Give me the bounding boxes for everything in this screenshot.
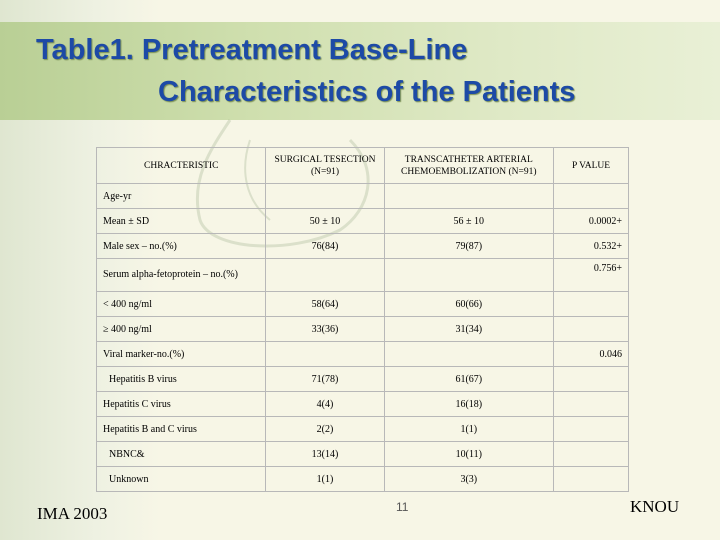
- tace-value: 61(67): [384, 367, 553, 392]
- table-row: [97, 417, 629, 442]
- tace-value: 1(1): [384, 417, 553, 442]
- footer-organization-label: KNOU: [630, 497, 680, 516]
- surgical-value: 76(84): [266, 234, 384, 259]
- title-line-1: Table1. Pretreatment Base-Line: [36, 34, 468, 66]
- surgical-value: 50 ± 10: [266, 209, 384, 234]
- table-row: [97, 442, 629, 467]
- page-number: 11: [396, 500, 409, 514]
- row-label: Hepatitis C virus: [97, 392, 266, 417]
- row-label: Hepatitis B and C virus: [97, 417, 266, 442]
- row-label: Hepatitis B virus: [97, 367, 266, 392]
- tace-value: 3(3): [384, 467, 553, 492]
- table-row: [97, 184, 629, 209]
- row-label: ≥ 400 ng/ml: [97, 317, 266, 342]
- tace-value: 16(18): [384, 392, 553, 417]
- tace-value: [384, 259, 553, 292]
- table-row: [97, 234, 629, 259]
- table-row: [97, 209, 629, 234]
- table-row: [97, 292, 629, 317]
- surgical-value: 2(2): [266, 417, 384, 442]
- table-row: [97, 317, 629, 342]
- surgical-value: 33(36): [266, 317, 384, 342]
- p-value: [554, 367, 629, 392]
- table-row: [97, 467, 629, 492]
- header-characteristic: CHRACTERISTIC: [97, 148, 266, 184]
- tace-value: 79(87): [384, 234, 553, 259]
- tace-value: 10(11): [384, 442, 553, 467]
- p-value: 0.756+: [554, 259, 629, 292]
- table-header-row: [97, 148, 629, 184]
- surgical-value: [266, 259, 384, 292]
- p-value: [554, 317, 629, 342]
- p-value: [554, 184, 629, 209]
- header-p-value: P VALUE: [554, 148, 629, 184]
- table-row: [97, 367, 629, 392]
- footer-conference-label: IMA 2003: [37, 504, 108, 523]
- row-label: NBNC&: [97, 442, 266, 467]
- surgical-value: 1(1): [266, 467, 384, 492]
- header-tace: TRANSCATHETER ARTERIAL CHEMOEMBOLIZATION (N=91): [384, 148, 553, 184]
- row-label: Serum alpha-fetoprotein – no.(%): [97, 259, 266, 292]
- p-value: 0.046: [554, 342, 629, 367]
- p-value: 0.0002+: [554, 209, 629, 234]
- tace-value: [384, 184, 553, 209]
- p-value: 0.532+: [554, 234, 629, 259]
- row-label: Age-yr: [97, 184, 266, 209]
- p-value: [554, 467, 629, 492]
- surgical-value: 4(4): [266, 392, 384, 417]
- p-value: [554, 417, 629, 442]
- surgical-value: 13(14): [266, 442, 384, 467]
- tace-value: 31(34): [384, 317, 553, 342]
- baseline-characteristics-table: [96, 147, 629, 492]
- row-label: Viral marker-no.(%): [97, 342, 266, 367]
- row-label: Male sex – no.(%): [97, 234, 266, 259]
- table-row: [97, 259, 629, 292]
- surgical-value: 71(78): [266, 367, 384, 392]
- tace-value: [384, 342, 553, 367]
- tace-value: 56 ± 10: [384, 209, 553, 234]
- row-label: Unknown: [97, 467, 266, 492]
- surgical-value: 58(64): [266, 292, 384, 317]
- table-row: [97, 392, 629, 417]
- surgical-value: [266, 184, 384, 209]
- table-row: [97, 342, 629, 367]
- p-value: [554, 292, 629, 317]
- p-value: [554, 442, 629, 467]
- header-surgical: SURGICAL TESECTION (N=91): [266, 148, 384, 184]
- title-line-2: Characteristics of the Patients: [158, 76, 576, 108]
- surgical-value: [266, 342, 384, 367]
- row-label: Mean ± SD: [97, 209, 266, 234]
- row-label: < 400 ng/ml: [97, 292, 266, 317]
- p-value: [554, 392, 629, 417]
- tace-value: 60(66): [384, 292, 553, 317]
